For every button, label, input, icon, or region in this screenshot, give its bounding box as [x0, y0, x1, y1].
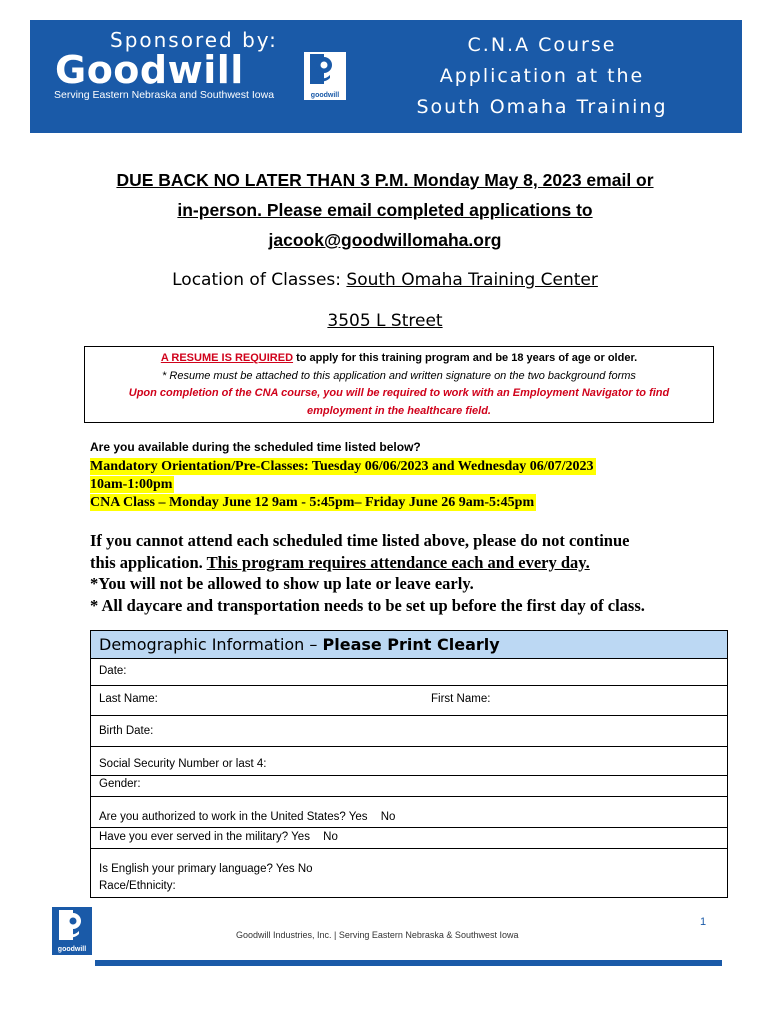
- navigator-note: Upon completion of the CNA course, you will be required to work with an Employment Navigator to find: [128, 387, 670, 399]
- military-no-option[interactable]: No: [323, 831, 338, 843]
- birth-date-field[interactable]: [91, 716, 727, 747]
- availability-question: Are you available during the scheduled time listed below?: [90, 440, 421, 454]
- authorized-no-option[interactable]: No: [380, 811, 396, 823]
- gender-label: Gender:: [99, 778, 141, 790]
- resume-required-line: [85, 350, 713, 368]
- footer-divider: [95, 960, 722, 966]
- last-name-label: Last Name:: [99, 693, 158, 705]
- class-location: [60, 270, 710, 290]
- warning-text: this application.: [90, 552, 207, 572]
- navigator-note-cont: employment in the healthcare field.: [307, 404, 491, 417]
- warning-line: If you cannot attend each scheduled time listed above, please do not continue: [90, 531, 630, 550]
- course-title-line: Application at the: [439, 65, 645, 87]
- gender-field[interactable]: [91, 776, 727, 797]
- warning-line: * All daycare and transportation needs to be set up before the first day of class.: [90, 595, 645, 615]
- page-number: 1: [700, 916, 707, 928]
- print-clearly-label: Please Print Clearly: [322, 635, 500, 654]
- resume-requirement-box: [84, 346, 714, 423]
- location-value: South Omaha Training Center: [346, 270, 598, 290]
- location-label: Location of Classes:: [172, 270, 347, 290]
- race-label[interactable]: Race/Ethnicity:: [99, 880, 176, 892]
- date-field[interactable]: [91, 659, 727, 686]
- resume-required-label: A RESUME IS REQUIRED: [160, 352, 294, 364]
- orientation-time: 10am-1:00pm: [90, 477, 173, 492]
- goodwill-logo-icon: [304, 52, 346, 100]
- ssn-field[interactable]: [91, 747, 727, 776]
- footer-text: Goodwill Industries, Inc. | Serving Eastern Nebraska & Southwest Iowa: [236, 930, 519, 940]
- logo-wordmark: goodwill: [310, 92, 340, 99]
- due-line: in-person. Please email completed applications to: [177, 200, 593, 220]
- resume-note: * Resume must be attached to this application and written signature on the two background forms: [162, 369, 636, 382]
- name-row: [91, 686, 727, 716]
- demographic-header: [91, 631, 727, 659]
- serving-region-text: Serving Eastern Nebraska and Southwest Iowa: [54, 89, 275, 101]
- footer-logo-icon: [52, 907, 92, 955]
- cna-class-schedule: CNA Class – Monday June 12 9am - 5:45pm– Friday June 26 9am-5:45pm: [90, 495, 535, 510]
- contact-email-link[interactable]: jacook@goodwillomaha.org: [268, 230, 502, 250]
- date-label: Date:: [99, 665, 127, 677]
- orientation-schedule: Mandatory Orientation/Pre-Classes: Tuesday 06/06/2023 and Wednesday 06/07/2023: [90, 459, 594, 474]
- warning-line: *You will not be allowed to show up late or leave early.: [90, 574, 474, 593]
- demographic-table: [90, 630, 728, 898]
- footer-logo-wordmark: goodwill: [57, 946, 87, 953]
- goodwill-wordmark: Goodwill: [55, 48, 244, 92]
- street-address: 3505 L Street: [327, 311, 443, 331]
- course-title-line: South Omaha Training: [416, 96, 668, 118]
- demographic-title: Demographic Information –: [99, 635, 323, 654]
- military-row: [91, 828, 727, 849]
- course-title: [410, 30, 674, 123]
- smiling-g-icon: [57, 910, 87, 940]
- sponsored-by-label: Sponsored by:: [110, 28, 278, 52]
- due-back-notice: [60, 165, 710, 255]
- first-name-label: First Name:: [431, 693, 491, 705]
- ssn-label: Social Security Number or last 4:: [99, 758, 267, 770]
- due-line: DUE BACK NO LATER THAN 3 P.M. Monday May 8, 2023 email or: [116, 170, 654, 190]
- course-title-line: C.N.A Course: [467, 34, 617, 56]
- smiling-g-icon: [308, 54, 338, 84]
- english-question[interactable]: Is English your primary language? Yes No: [99, 863, 313, 875]
- work-authorization-row: [91, 797, 727, 828]
- language-race-row: [91, 849, 727, 897]
- authorized-question[interactable]: Are you authorized to work in the United States? Yes: [99, 811, 368, 823]
- attendance-warning: [90, 530, 710, 616]
- birth-date-label: Birth Date:: [99, 725, 154, 737]
- warning-line: [90, 552, 710, 574]
- military-question[interactable]: Have you ever served in the military? Yes: [99, 831, 310, 843]
- resume-required-rest: to apply for this training program and be 18 years of age or older.: [293, 352, 638, 364]
- attendance-requirement: This program requires attendance each and every day.: [206, 552, 590, 572]
